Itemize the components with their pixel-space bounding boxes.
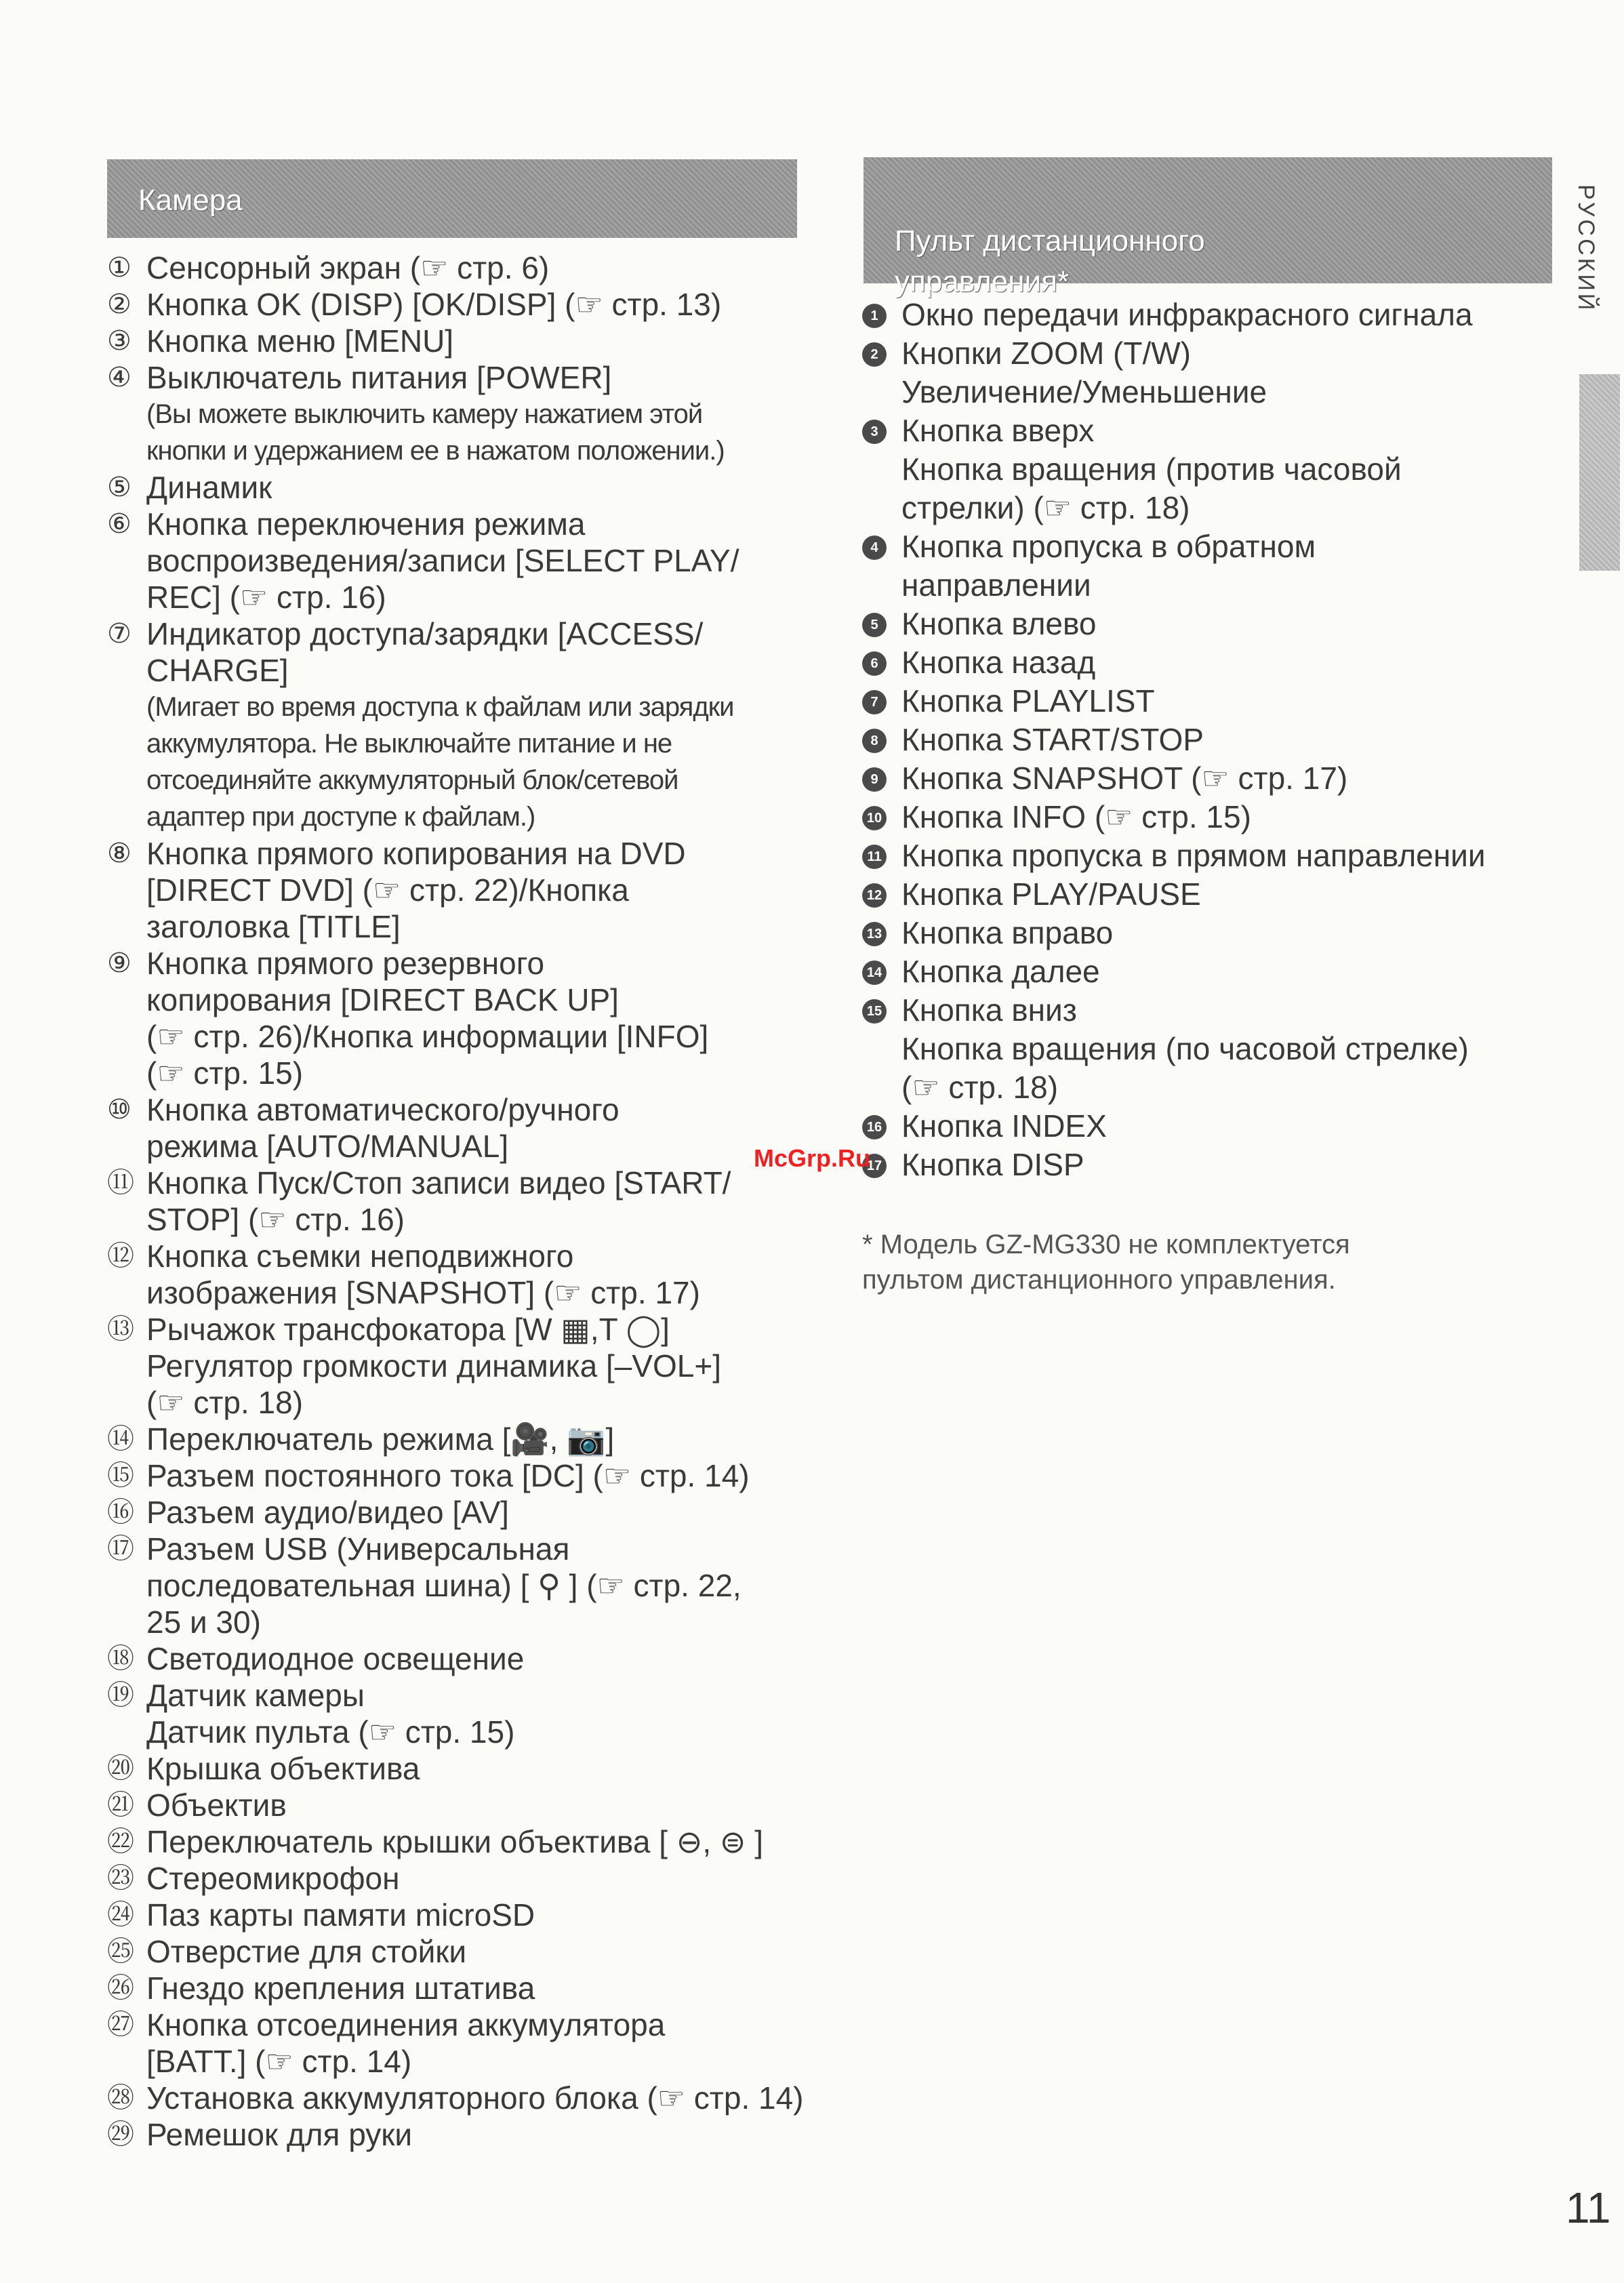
item-text: Сенсорный экран (☞ стр. 6) [146, 250, 550, 285]
list-item [107, 945, 812, 1091]
item-text: Объектив [146, 1787, 287, 1823]
item-number: ㉗ [107, 2010, 134, 2040]
item-number: 5 [862, 613, 887, 637]
list-item [107, 2116, 812, 2153]
item-number: ⑯ [107, 1497, 134, 1527]
item-number: ⑮ [107, 1461, 134, 1491]
item-text: Переключатель режима [🎥, 📷] [146, 1421, 615, 1457]
list-item [107, 615, 812, 835]
item-text: Кнопка пропуска в прямом направлении [901, 838, 1486, 873]
list-item [107, 2006, 812, 2080]
item-text: Кнопка назад [901, 645, 1096, 680]
item-number: ㉒ [107, 1827, 134, 1857]
item-text: Кнопка далее [901, 954, 1100, 989]
list-item [862, 952, 1567, 991]
item-number: ② [107, 289, 131, 319]
list-item [862, 334, 1567, 411]
list-item [862, 296, 1567, 334]
item-text: Окно передачи инфракрасного сигнала [901, 297, 1473, 332]
item-text: Кнопка меню [MENU] [146, 323, 454, 359]
item-number: 16 [862, 1115, 887, 1139]
list-item [107, 1165, 812, 1238]
item-number: ㉑ [107, 1790, 134, 1820]
item-text: Кнопка съемки неподвижного изображения [SNAPSHOT] (☞ стр. 17) [146, 1238, 700, 1310]
list-item [107, 1238, 812, 1311]
item-text: Отверстие для стойки [146, 1934, 467, 1969]
item-text: Кнопка пропуска в обратном направлении [901, 529, 1316, 603]
language-side-label: РУССКИЙ [1573, 184, 1599, 313]
item-number: ⑪ [107, 1168, 134, 1198]
list-item [107, 506, 812, 615]
item-number: ㉘ [107, 2083, 134, 2113]
list-item [107, 1421, 812, 1457]
item-number: ③ [107, 326, 131, 356]
item-text: Кнопка прямого копирования на DVD [DIRECT DVD] (☞ стр. 22)/Кнопка заголовка [TITLE] [146, 836, 686, 944]
item-text: Кнопка влево [901, 606, 1097, 641]
item-text: Кнопка вверх Кнопка вращения (против часовой стрелки) (☞ стр. 18) [901, 413, 1402, 525]
list-item [862, 836, 1567, 875]
item-number: ⑭ [107, 1424, 134, 1454]
item-text: Кнопка INDEX [901, 1108, 1107, 1144]
remote-section-title: Пульт дистанционного управления* [895, 224, 1205, 298]
item-text: Датчик камеры Датчик пульта (☞ стр. 15) [146, 1678, 515, 1750]
item-number: ⑥ [107, 509, 131, 539]
item-text: Разъем USB (Универсальная последовательная шина) [ ⚲ ] (☞ стр. 22, 25 и 30) [146, 1531, 742, 1640]
list-item [107, 1970, 812, 2006]
item-text: Кнопка отсоединения аккумулятора [BATT.] (☞ стр. 14) [146, 2007, 666, 2079]
item-number: 8 [862, 729, 887, 753]
item-number: ① [107, 253, 131, 283]
list-item [107, 1494, 812, 1531]
item-number: ㉙ [107, 2120, 134, 2149]
item-text: Динамик [146, 470, 272, 505]
item-text: Кнопки ZOOM (T/W) Увеличение/Уменьшение [901, 336, 1267, 409]
remote-footnote: * Модель GZ-MG330 не комплектуется пультом дистанционного управления. [862, 1230, 1350, 1295]
list-item [862, 682, 1567, 721]
item-number: 14 [862, 961, 887, 985]
list-item [107, 1457, 812, 1494]
item-number: ⑨ [107, 948, 131, 978]
item-text: Кнопка OK (DISP) [OK/DISP] (☞ стр. 13) [146, 287, 722, 322]
item-text: Кнопка переключения режима воспроизведения/записи [SELECT PLAY/ REC] (☞ стр. 16) [146, 506, 739, 615]
item-number: 3 [862, 420, 887, 444]
item-text: Кнопка вправо [901, 915, 1114, 950]
item-text: Крышка объектива [146, 1751, 420, 1786]
list-item [107, 1531, 812, 1640]
item-number: 2 [862, 342, 887, 367]
item-text: Светодиодное освещение [146, 1641, 525, 1676]
item-text: Разъем аудио/видео [AV] [146, 1495, 509, 1530]
item-number: 7 [862, 690, 887, 714]
item-number: 1 [862, 304, 887, 328]
page-number: 11 [1566, 2183, 1611, 2232]
list-item [862, 643, 1567, 682]
list-item [862, 798, 1567, 836]
list-item [107, 249, 812, 286]
item-number: ⑧ [107, 839, 131, 868]
list-item [107, 2080, 812, 2116]
list-item [107, 1677, 812, 1750]
item-number: 15 [862, 999, 887, 1024]
list-item [107, 1750, 812, 1787]
list-item [107, 286, 812, 323]
language-side-tab [1579, 374, 1620, 571]
item-text: Разъем постоянного тока [DC] (☞ стр. 14) [146, 1458, 750, 1493]
item-number: 13 [862, 922, 887, 946]
item-number: ⑦ [107, 619, 131, 649]
list-item [862, 875, 1567, 914]
camera-parts-list [107, 249, 812, 2153]
item-text: Кнопка PLAY/PAUSE [901, 876, 1201, 912]
list-item [862, 1107, 1567, 1146]
item-number: ④ [107, 363, 131, 392]
list-item [862, 759, 1567, 798]
item-number: 10 [862, 806, 887, 830]
item-text: Кнопка START/STOP [901, 722, 1204, 757]
item-number: ⑰ [107, 1534, 134, 1564]
item-number: ⑳ [107, 1754, 134, 1783]
item-number: 6 [862, 651, 887, 676]
item-text: Паз карты памяти microSD [146, 1897, 535, 1933]
item-text: Переключатель крышки объектива [ ⊖, ⊜ ] [146, 1824, 763, 1859]
item-number: ⑬ [107, 1314, 134, 1344]
list-item [107, 469, 812, 506]
list-item [862, 411, 1567, 527]
item-text: Кнопка вниз Кнопка вращения (по часовой стрелке) (☞ стр. 18) [901, 992, 1469, 1105]
item-text: Гнездо крепления штатива [146, 1971, 535, 2006]
list-item [862, 991, 1567, 1107]
item-number: ⑫ [107, 1241, 134, 1271]
item-text: Кнопка INFO (☞ стр. 15) [901, 799, 1251, 834]
item-number: 12 [862, 883, 887, 908]
camera-section-header [107, 159, 797, 238]
item-note: (Вы можете выключить камеру нажатием этой кнопки и удержанием ее в нажатом положении.) [146, 399, 725, 466]
item-number: 9 [862, 767, 887, 792]
item-text: Кнопка прямого резервного копирования [DIRECT BACK UP] (☞ стр. 26)/Кнопка информации [INFO] (☞ стр. 15) [146, 946, 709, 1091]
item-number: ㉔ [107, 1900, 134, 1930]
item-number: 4 [862, 536, 887, 560]
list-item [107, 1933, 812, 1970]
item-text: Выключатель питания [POWER] [146, 360, 612, 395]
item-number: ㉖ [107, 1973, 134, 2003]
remote-parts-list [862, 296, 1567, 1184]
item-number: ⑤ [107, 472, 131, 502]
list-item [107, 323, 812, 359]
remote-section-header [864, 157, 1552, 298]
item-text: Рычажок трансфокатора [W ▦,T ◯] Регулятор громкости динамика [–VOL+] (☞ стр. 18) [146, 1312, 721, 1420]
item-number: ⑲ [107, 1680, 134, 1710]
watermark: McGrp.Ru [754, 1144, 871, 1172]
list-item [862, 721, 1567, 759]
list-item [862, 1146, 1567, 1184]
item-text: Кнопка PLAYLIST [901, 683, 1155, 719]
item-text: Кнопка Пуск/Стоп записи видео [START/ STOP] (☞ стр. 16) [146, 1165, 731, 1237]
item-number: ⑱ [107, 1644, 134, 1674]
item-text: Кнопка SNAPSHOT (☞ стр. 17) [901, 761, 1348, 796]
item-number: ㉓ [107, 1863, 134, 1893]
item-text: Ремешок для руки [146, 2117, 413, 2152]
item-text: Индикатор доступа/зарядки [ACCESS/ CHARGE] [146, 616, 704, 688]
list-item [107, 1640, 812, 1677]
item-number: 17 [862, 1154, 887, 1178]
item-text: Кнопка DISP [901, 1147, 1084, 1182]
list-item [107, 1823, 812, 1860]
list-item [107, 359, 812, 469]
item-note: (Мигает во время доступа к файлам или зарядки аккумулятора. Не выключайте питание и не отсоединяйте аккумуляторный блок/сетевой адаптер при доступе к файлам.) [146, 692, 734, 832]
list-item [107, 835, 812, 945]
list-item [862, 605, 1567, 643]
item-number: 11 [862, 845, 887, 869]
item-text: Стереомикрофон [146, 1861, 400, 1896]
item-text: Установка аккумуляторного блока (☞ стр. 14) [146, 2080, 804, 2116]
item-number: ⑩ [107, 1095, 131, 1125]
list-item [107, 1311, 812, 1421]
list-item [107, 1897, 812, 1933]
list-item [107, 1860, 812, 1897]
list-item [107, 1091, 812, 1165]
camera-section-title: Камера [138, 184, 243, 217]
list-item [862, 914, 1567, 952]
list-item [107, 1787, 812, 1823]
item-number: ㉕ [107, 1937, 134, 1966]
item-text: Кнопка автоматического/ручного режима [AUTO/MANUAL] [146, 1092, 620, 1164]
list-item [862, 527, 1567, 605]
